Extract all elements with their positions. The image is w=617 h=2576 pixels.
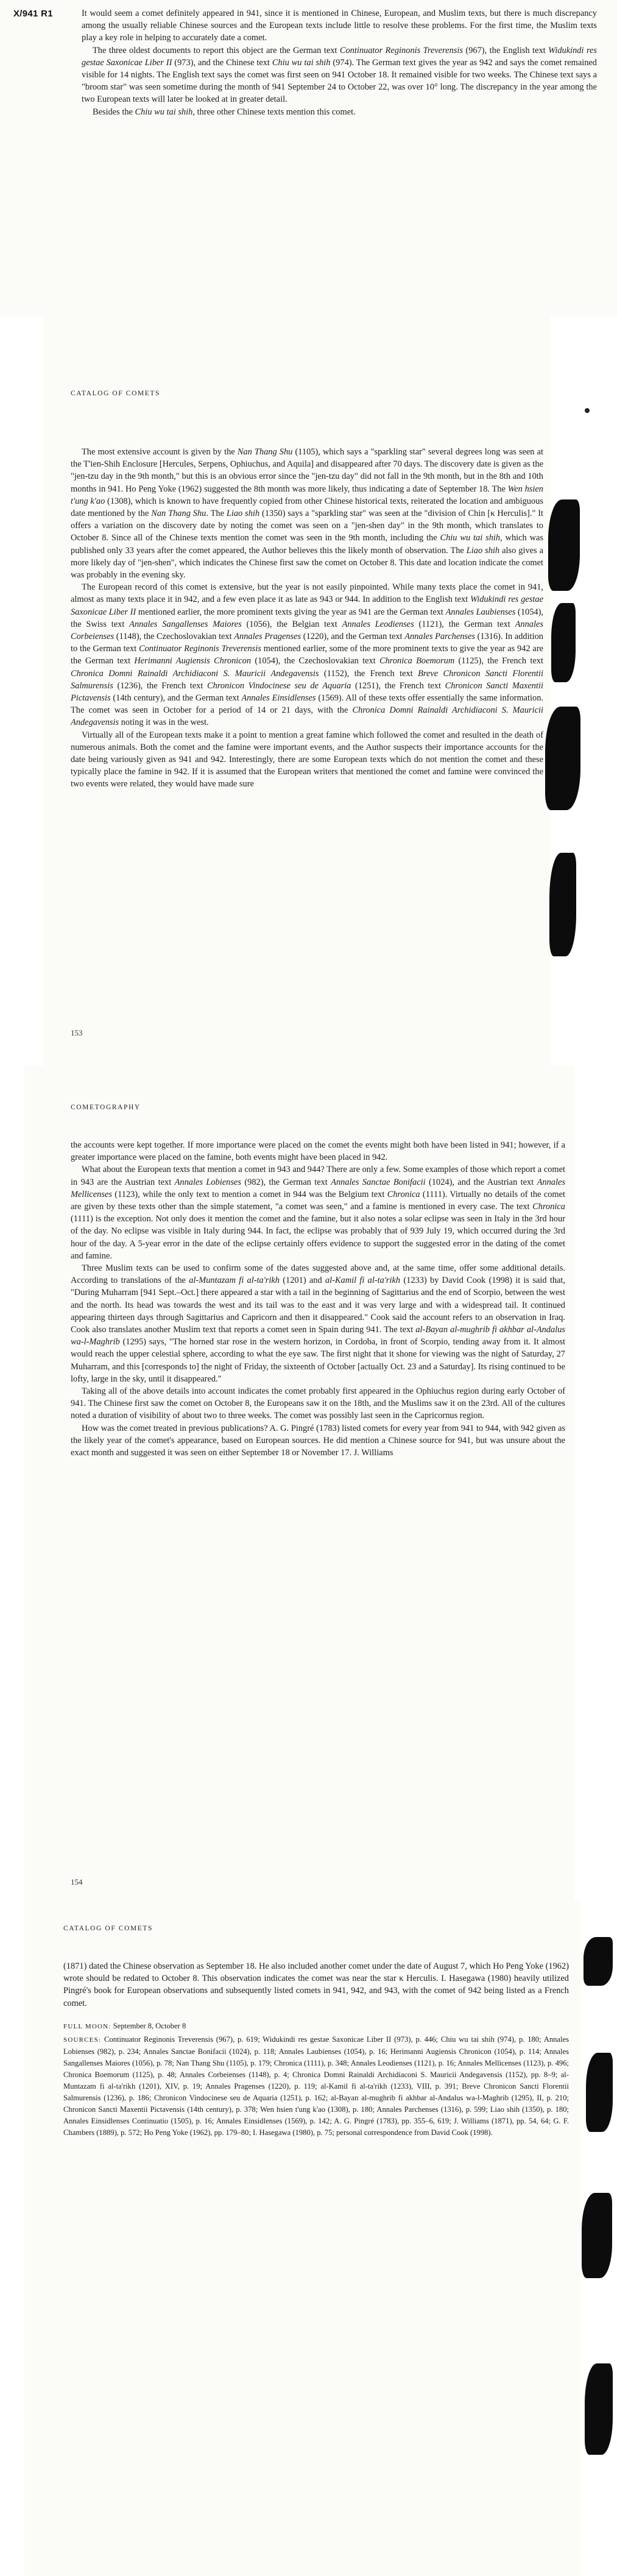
paragraph: (1871) dated the Chinese observation as September 18. He also included another comet under the date of August 7, which Ho Peng Yoke (1962) wrote should be redated to October 8. This observation indicates the comet was near the star κ Herculis. I. Hasegawa (1980) heavily utilized Pingré's book for European observations and subsequently listed comets in 941, 942, and 943, with the comet of 942 being listed as a French comet. <box>63 1961 569 2008</box>
running-head: COMETOGRAPHY <box>71 1104 141 1111</box>
body-text <box>82 7 597 118</box>
paragraph: Taking all of the above details into account indicates the comet probably first appeared in the Ophiuchus region during early October of 941. The Chinese first saw the comet on October 8, the Europeans saw it on the 18th, and the Muslims saw it on the 23rd. All of the cultures noted a duration of visibility of about two to three weeks. The comet was possibly last seen in the Capricornus region. <box>71 1386 565 1421</box>
paragraph: What about the European texts that mention a comet in 943 and 944? There are only a few. Some examples of those which report a comet in 943 are the Austrian text Annales Lobienses (982), the German text Annales Sanctae Bonifacii (1024), and the Austrian text Annales Mellicenses (1123), while the only text to mention a comet in 944 was the Belgium text Chronica (1111). Virtually no details of the comet are given by these texts other than the simple statement, "a comet was seen," and a famine is mentioned in every case. The text Chronica (1111) is the exception. Not only does it mention the comet and the famine, but it also notes a solar eclipse was seen in Italy in the 3rd hour of the day. No eclipse was visible in Italy during 944. In fact, the eclipse was probably that of 939 July 19, which occurred during the 3rd hour of the day. A 5-year error in the date of the eclipse certainly offers evidence to support the suggested error in the dating of the comet and famine. <box>71 1165 565 1261</box>
full-moon-value: September 8, October 8 <box>111 2021 186 2030</box>
comet-designation: X/941 R1 <box>13 9 53 19</box>
ink-blot-decoration <box>549 853 576 956</box>
ink-blot-decoration <box>545 707 580 810</box>
sources-label: SOURCES: <box>63 2036 102 2044</box>
sources-text: Continuator Reginonis Treverensis (967), p. 619; Widukindi res gestae Saxonicae Liber II (973), p. 446; Chiu wu tai shih (974), p. 180; Annales Lobienses (982), p. 234; Annales Sanctae Bonifacii (1024), p. 118; Annales Laubienses (1054), p. 16; Herimanni Augiensis Chronicon (1054), p. 114; Annales Sangallenses Maiores (1056), p. 78; Nan Thang Shu (1105), p. 179; Chronica (1111), p. 348; Annales Leodienses (1121), p. 16; Annales Mellicenses (1123), p. 496; Chronica Boemorum (1125), p. 48; Annales Corbeienses (1148), p. 4; Chronica Domni Rainaldi Archidiaconi S. Mauricii Andegavensis (1152), pp. 8–9; al-Muntazam fi al-ta'rikh (1201), XIV, p. 19; Annales Pragenses (1220), p. 119; al-Kamil fi al-ta'rikh (1233), VIII, p. 391; Breve Chronicon Sancti Florentii Salmurensis (1236), p. 186; Chronicon Vindocinese seu de Aquaria (1251), p. 162; al-Bayan al-mughrib fi akhbar al-Andalus wa-l-Maghrib (1295), II, p. 210; Chronicon Sancti Maxentii Pictavensis (14th century), p. 378; Wen hsien t'ung k'ao (1308), p. 180; Annales Parchenses (1316), p. 599; Liao shih (1350), p. 180; Annales Einsidlenses Continuatio (1505), p. 16; Annales Einsidlenses (1569), p. 142; A. G. Pingré (1783), pp. 355–6, 619; J. Williams (1871), pp. 54, 64; G. F. Chambers (1889), p. 572; Ho Peng Yoke (1962), pp. 179–80; I. Hasegawa (1980), p. 75; personal correspondence from David Cook (1998). <box>63 2034 569 2137</box>
ink-blot-decoration <box>584 1937 613 1986</box>
paragraph: Three Muslim texts can be used to confirm some of the dates suggested above and, at the same time, offer some additional details. According to translations of the al-Muntazam fi al-ta'rikh (1201) and al-Kamil fi al-ta'rikh (1233) by David Cook (1998) it is said that, "During Muharram [941 Sept.–Oct.] there appeared a star with a tail in the beginning of Sagittarius and the end of Scorpio, between the west and the north. Its head was towards the west and its tail was to the east and it was very large and with a widespread tail. It continued appearing thirteen days through Sagittarius and Capricorn and then it disappeared." Cook said the account refers to an observation in Iraq. Cook also translates another Muslim text that reports a comet seen in Spain during 941. The text al-Bayan al-mughrib fi akhbar al-Andalus wa-l-Maghrib (1295) says, "The horned star rose in the western horizon, in Cordoba, in front of Scorpio, tending away from it. It almost would reach the upper celestial sphere, according to what the eye saw. The first night that it shone for viewing was the night of Saturday, 27 Muharram, and this [corresponds to] the night of Friday, the sixteenth of October [actually Oct. 23 and a Saturday]. Its rising continued to be lofty, large in the sky, until it disappeared." <box>71 1263 565 1384</box>
paragraph: The European record of this comet is extensive, but the year is not easily pinpointed. While many texts place the comet in 941, almost as many texts place it in 942, and a few even place it as late as 943 or 944. In addition to the English text Widukindi res gestae Saxonicae Liber II mentioned earlier, the more prominent texts giving the year as 941 are the German text Annales Laubienses (1054), the Swiss text Annales Sangallenses Maiores (1056), the Belgian text Annales Leodienses (1121), the German text Annales Corbeienses (1148), the Czechoslovakian text Annales Pragenses (1220), and the German text Annales Parchenses (1316). In addition to the German text Continuator Reginonis Treverensis mentioned earlier, some of the more prominent texts to give the year as 942 are the German text Herimanni Augiensis Chronicon (1054), the Czechoslovakian text Chronica Boemorum (1125), the French text Chronica Domni Rainaldi Archidiaconi S. Mauricii Andegavensis (1152), the French text Breve Chronicon Sancti Florentii Salmurensis (1236), the French text Chronicon Vindocinese seu de Aquaria (1251), the French text Chronicon Sancti Maxentii Pictavensis (14th century), and the German text Annales Einsidlenses (1569). All of these texts offer essentially the same information. The comet was seen in October for a period of 14 or 21 days, with the Chronica Domni Rainaldi Archidiaconi S. Mauricii Andegavensis noting it was in the west. <box>71 582 544 728</box>
paragraph: It would seem a comet definitely appeared in 941, since it is mentioned in Chinese, European, and Muslim texts, but there is much discrepancy among the usually reliable Chinese sources and the European texts include little to resolve these problems. For the first time, the Muslim texts play a key role in helping to accurately date a comet. <box>82 9 597 43</box>
ink-blot-decoration <box>586 2053 613 2132</box>
paragraph: How was the comet treated in previous publications? A. G. Pingré (1783) listed comets for every year from 941 to 944, with 942 given as the likely year of the comet's appearance, based on European sources. He did mention a Chinese source for 941, but was unsure about the exact month and suggested it was seen on either September 18 or November 17. J. Williams <box>71 1423 565 1458</box>
body-text <box>63 1960 569 2139</box>
page-3 <box>0 1066 617 1900</box>
ink-speck <box>585 408 590 413</box>
ink-blot-decoration <box>551 603 576 682</box>
running-head: CATALOG OF COMETS <box>63 1925 153 1932</box>
page-number: 153 <box>71 1028 83 1037</box>
sources-list <box>63 2034 569 2139</box>
ink-blot-decoration <box>548 499 580 591</box>
full-moon-label: FULL MOON: <box>63 2022 111 2030</box>
running-head: CATALOG OF COMETS <box>71 390 161 397</box>
paragraph: Virtually all of the European texts make it a point to mention a great famine which followed the comet and resulted in the death of numerous animals. Both the comet and the famine were important events, and the Author suspects their importance accounts for the date being variously given as 941 and 942. Interestingly, there are some European texts which do not mention the comet and these typically place the famine in 942. If it is assumed that the European writers that mentioned the comet and famine were convinced the two events were related, they would have made sure <box>71 730 543 789</box>
page-4 <box>0 1900 617 2576</box>
page-number: 154 <box>71 1877 83 1886</box>
body-text <box>71 1139 565 1459</box>
full-moon-line <box>63 2020 569 2139</box>
paragraph: The three oldest documents to report this object are the German text Continuator Reginonis Treverensis (967), the English text Widukindi res gestae Saxonicae Liber II (973), and the Chinese text Chiu wu tai shih (974). The German text gives the year as 942 and says the comet remained visible for 14 nights. The English text says the comet was first seen on 941 October 18. It remained visible for two weeks. The Chinese text says a "broom star" was seen sometime during the month of 941 September 24 to October 22, was over 10° long. The discrepancy in the year among the two European texts will later be looked at in greater detail. <box>82 45 598 105</box>
ink-blot-decoration <box>582 2193 612 2278</box>
paragraph: The most extensive account is given by the Nan Thang Shu (1105), which says a "sparkling star" several degrees long was seen at the T'ien-Shih Enclosure [Hercules, Serpens, Ophiuchus, and Aquila] and disappeared after 70 days. The discovery date is given as the "jen-tzu day in the 9th month," but this is an obvious error since the "jen-tzu day" did not fall in the 9th month, but in the 8th and 10th months in 941. Ho Peng Yoke (1962) suggested the 8th month was more likely, thus indicating a date of September 18. The Wen hsien t'ung k'ao (1308), which is known to have frequently copied from other Chinese historical texts, reiterated the location and ambiguous date mentioned by the Nan Thang Shu. The Liao shih (1350) says a "sparkling star" was seen at the "division of Chin [κ Herculis]." It offers a variation on the discovery date by noting the comet was seen on a "jen-shen day" in the 9th month, which translates to October 8. Since all of the Chinese texts mention the comet was seen in the 9th month, including the Chiu wu tai shih, which was published only 33 years after the comet appeared, the Author believes this the likely month of observation. The Liao shih also gives a more likely day of "jen-shen", which indicates the Chinese first saw the comet on October 8. This date and location indicate the comet was probably in the evening sky. <box>71 447 544 580</box>
paragraph: the accounts were kept together. If more importance were placed on the comet the events might both have been listed in 941; however, if a greater importance were placed on the famine, both events might have been placed in 942. <box>71 1140 565 1163</box>
page-1 <box>0 0 617 317</box>
paragraph: Besides the Chiu wu tai shih, three other Chinese texts mention this comet. <box>93 107 356 117</box>
ink-blot-decoration <box>585 2363 613 2455</box>
body-text <box>71 446 543 791</box>
page-2 <box>0 317 617 1066</box>
